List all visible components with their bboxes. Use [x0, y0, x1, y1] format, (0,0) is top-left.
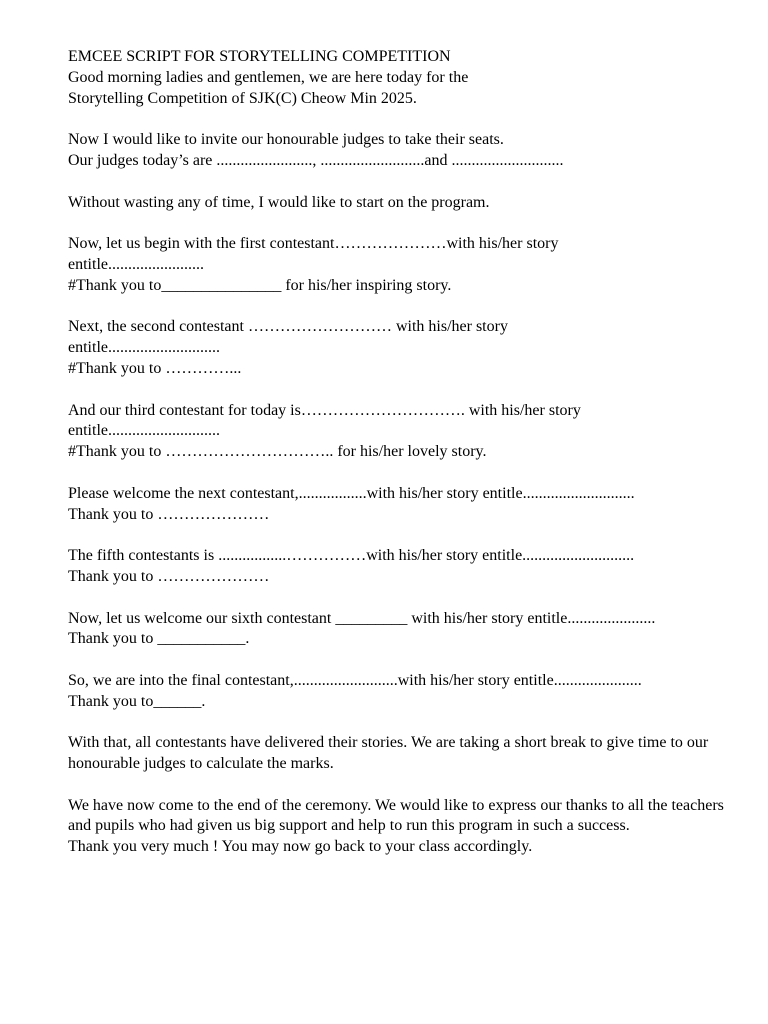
document-title: EMCEE SCRIPT FOR STORYTELLING COMPETITION [68, 48, 451, 65]
break-paragraph: With that, all contestants have delivered their stories. We are taking a short break to give time to our honourable judges to calculate the marks. [68, 734, 709, 773]
judges-invite-line: Now I would like to invite our honourable judges to take their seats. [68, 131, 504, 149]
contestant2-thanks: #Thank you to …………... [68, 359, 242, 377]
contestant6-thanks: Thank you to ___________. [68, 630, 250, 648]
contestant7-thanks: Thank you to______. [68, 692, 206, 710]
contestant7-line: So, we are into the final contestant,..........................with his/her story entitle...................... [68, 671, 642, 689]
contestant5-line: The fifth contestants is .................……………with his/her story entitle............................ [68, 547, 635, 565]
contestant4-thanks: Thank you to ………………… [68, 505, 270, 523]
paragraph-gap [68, 525, 728, 546]
document-page [68, 47, 728, 858]
paragraph-gap [68, 650, 728, 671]
contestant1-thanks: #Thank you to_______________ for his/her inspiring story. [68, 276, 452, 294]
contestant3-line: And our third contestant for today is…………………………. with his/her story [68, 401, 581, 419]
contestant2-line: Next, the second contestant ……………………… with his/her story [68, 318, 508, 336]
judges-names-line: Our judges today’s are ........................, ..........................and ............................ [68, 151, 564, 169]
contestant1-line: entitle........................ [68, 255, 204, 273]
contestant6-line: Now, let us welcome our sixth contestant _________ with his/her story entitle...................... [68, 609, 656, 627]
paragraph-gap [68, 775, 728, 796]
paragraph-gap [68, 172, 728, 193]
paragraph-gap [68, 463, 728, 484]
contestant3-thanks: #Thank you to ………………………….. for his/her lovely story. [68, 443, 487, 461]
paragraph-gap [68, 109, 728, 130]
paragraph-gap [68, 588, 728, 609]
contestant3-line: entitle............................ [68, 422, 220, 440]
intro-line: Storytelling Competition of SJK(C) Cheow Min 2025. [68, 89, 417, 107]
paragraph-gap [68, 380, 728, 401]
intro-line: Good morning ladies and gentlemen, we are here today for the [68, 68, 469, 86]
contestant5-thanks: Thank you to ………………… [68, 567, 270, 585]
start-line: Without wasting any of time, I would like to start on the program. [68, 193, 490, 211]
closing-paragraph: We have now come to the end of the ceremony. We would like to express our thanks to all the teachers and pupils who had given us big support and help to run this program in such a success. [68, 796, 724, 835]
paragraph-gap [68, 297, 728, 318]
contestant1-line: Now, let us begin with the first contestant…………………with his/her story [68, 235, 559, 253]
contestant4-line: Please welcome the next contestant,.................with his/her story entitle............................ [68, 484, 635, 502]
farewell-line: Thank you very much ! You may now go back to your class accordingly. [68, 838, 533, 856]
paragraph-gap [68, 213, 728, 234]
contestant2-line: entitle............................ [68, 339, 220, 357]
paragraph-gap [68, 713, 728, 734]
